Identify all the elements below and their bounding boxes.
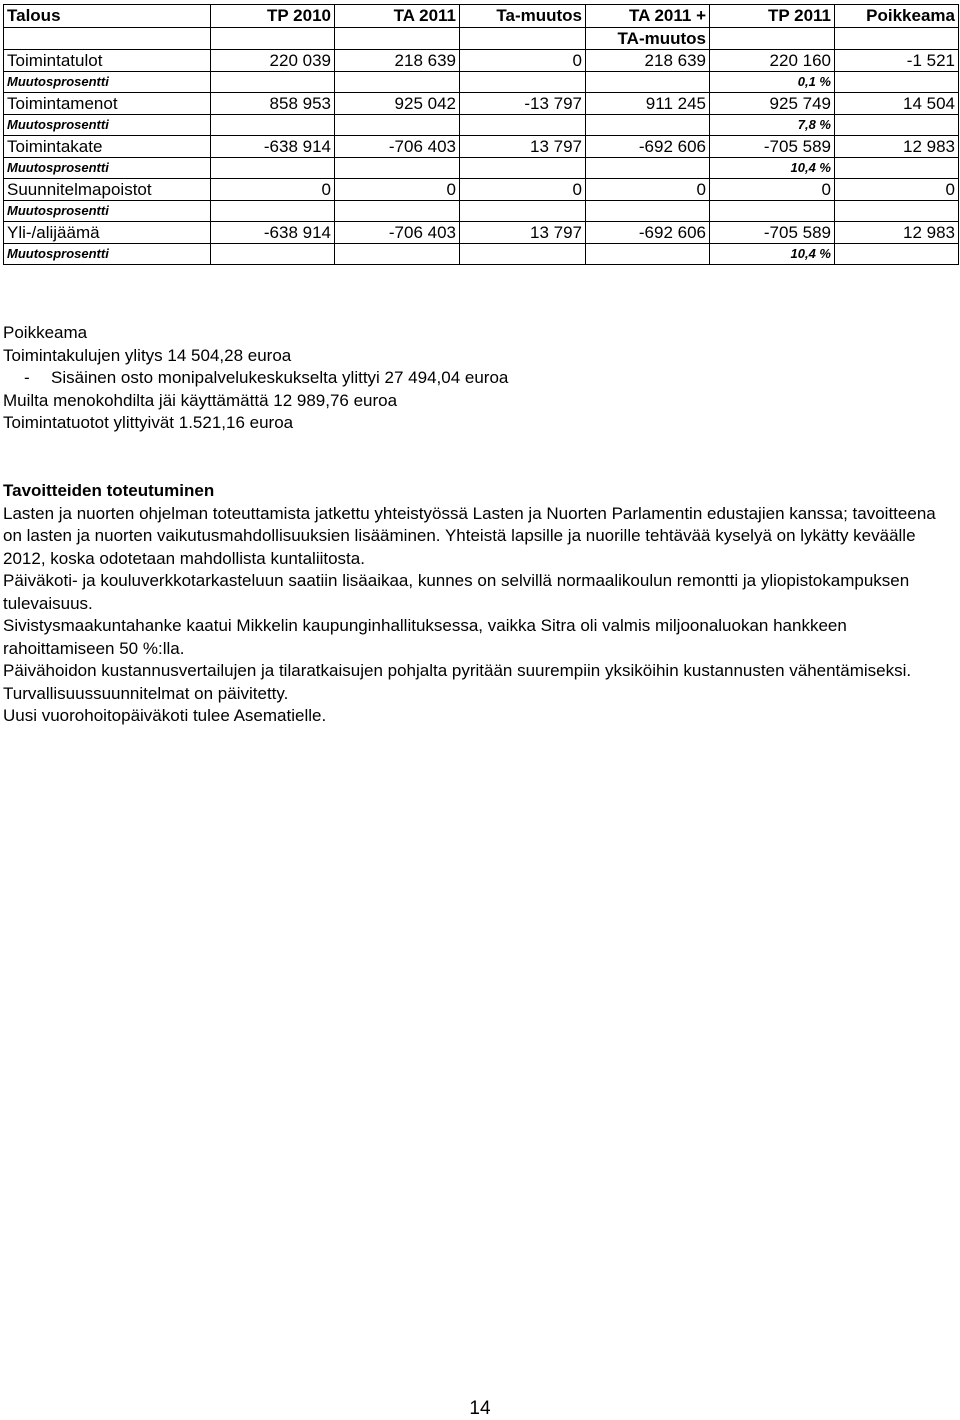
table-row-muutosprosentti — [4, 72, 959, 93]
cell-ta2011 — [335, 72, 460, 93]
poikkeama-line-1: Toimintakulujen ylitys 14 504,28 euroa — [3, 345, 292, 365]
header-poikkeama: Poikkeama — [835, 5, 959, 28]
header-tp2011: TP 2011 — [710, 5, 835, 28]
cell-tamuutos — [460, 115, 586, 136]
cell-ta2011plus — [586, 244, 710, 265]
header-ta-muutos: Ta-muutos — [460, 5, 586, 28]
table-header-row-2 — [4, 28, 959, 50]
cell-tp2010: 220 039 — [211, 50, 335, 72]
tavoitteet-paragraph: Uusi vuorohoitopäiväkoti tulee Asematielle. — [3, 706, 327, 725]
cell-tamuutos — [460, 72, 586, 93]
cell-poikkeama — [835, 72, 959, 93]
table-row-muutosprosentti — [4, 115, 959, 136]
cell-ta2011plus — [586, 115, 710, 136]
cell-poikkeama: 12 983 — [835, 222, 959, 244]
cell-tamuutos: 0 — [460, 50, 586, 72]
cell-ta2011 — [335, 201, 460, 222]
cell-ta2011plus: 0 — [586, 179, 710, 201]
cell-tp2011: -705 589 — [710, 136, 835, 158]
cell-poikkeama — [835, 244, 959, 265]
cell-tp2011 — [710, 201, 835, 222]
tavoitteet-paragraph: Päivähoidon kustannusvertailujen ja tilaratkaisujen pohjalta pyritään suurempiin yksiköihin kustannusten vähentämiseksi. — [3, 661, 912, 680]
cell-ta2011plus: 911 245 — [586, 93, 710, 115]
tavoitteet-heading: Tavoitteiden toteutuminen — [3, 481, 215, 500]
row-label: Suunnitelmapoistot — [4, 179, 211, 201]
cell-ta2011: 0 — [335, 179, 460, 201]
cell-tp2011: 0,1 % — [710, 72, 835, 93]
cell-tp2011: -705 589 — [710, 222, 835, 244]
cell-tp2011: 7,8 % — [710, 115, 835, 136]
row-label: Muutosprosentti — [4, 158, 211, 179]
cell-poikkeama — [835, 201, 959, 222]
row-label: Toimintakate — [4, 136, 211, 158]
table-row-muutosprosentti — [4, 158, 959, 179]
cell-ta2011plus — [586, 158, 710, 179]
table-row-muutosprosentti — [4, 244, 959, 265]
poikkeama-bullet — [3, 367, 953, 390]
cell-ta2011plus — [586, 72, 710, 93]
page-number: 14 — [469, 1398, 491, 1419]
table-row — [4, 50, 959, 72]
cell-tp2010 — [211, 158, 335, 179]
cell-ta2011: 218 639 — [335, 50, 460, 72]
row-label: Muutosprosentti — [4, 115, 211, 136]
cell-ta2011: -706 403 — [335, 136, 460, 158]
header-ta2011: TA 2011 — [335, 5, 460, 28]
row-label: Muutosprosentti — [4, 201, 211, 222]
row-label: Yli-/alijäämä — [4, 222, 211, 244]
cell-tp2010: -638 914 — [211, 222, 335, 244]
cell-tp2010 — [211, 201, 335, 222]
talous-table — [3, 4, 959, 265]
cell-ta2011plus: 218 639 — [586, 50, 710, 72]
cell-poikkeama: -1 521 — [835, 50, 959, 72]
cell-ta2011plus: -692 606 — [586, 136, 710, 158]
header-ta2011-plus: TA 2011 + — [586, 5, 710, 28]
cell-tp2010: 0 — [211, 179, 335, 201]
tavoitteet-section — [3, 480, 953, 728]
bullet-text: Sisäinen osto monipalvelukeskukselta ylittyi 27 494,04 euroa — [51, 368, 509, 387]
cell-tp2011: 0 — [710, 179, 835, 201]
cell-poikkeama: 0 — [835, 179, 959, 201]
table-row-muutosprosentti — [4, 201, 959, 222]
cell-tp2010 — [211, 244, 335, 265]
cell-ta2011 — [335, 158, 460, 179]
row-label: Muutosprosentti — [4, 72, 211, 93]
table-row — [4, 179, 959, 201]
cell-tp2011: 220 160 — [710, 50, 835, 72]
cell-ta2011: -706 403 — [335, 222, 460, 244]
cell-poikkeama: 12 983 — [835, 136, 959, 158]
table-header-row — [4, 5, 959, 28]
cell-tp2010: 858 953 — [211, 93, 335, 115]
cell-poikkeama — [835, 158, 959, 179]
cell-tamuutos — [460, 158, 586, 179]
cell-tp2010 — [211, 115, 335, 136]
cell-tamuutos — [460, 244, 586, 265]
header-ta-muutos-line2: TA-muutos — [586, 28, 710, 50]
row-label: Toimintatulot — [4, 50, 211, 72]
cell-ta2011: 925 042 — [335, 93, 460, 115]
row-label: Muutosprosentti — [4, 244, 211, 265]
cell-tp2011: 925 749 — [710, 93, 835, 115]
cell-poikkeama — [835, 115, 959, 136]
poikkeama-line-4: Toimintatuotot ylittyivät 1.521,16 euroa — [3, 413, 294, 432]
header-talous: Talous — [4, 5, 211, 28]
cell-tamuutos: -13 797 — [460, 93, 586, 115]
tavoitteet-paragraph: Lasten ja nuorten ohjelman toteuttamista jatkettu yhteistyössä Lasten ja Nuorten Parlamentin edustajien kanssa; tavoitteena on lasten ja nuorten vaikutusmahdollisuuksien lisääminen. Yhteistä lapsille ja nuorille tehtävää kyselyä on lykätty keväälle 2012, koska odotetaan mahdollista kuntaliitosta. — [3, 503, 936, 568]
header-tp2010: TP 2010 — [211, 5, 335, 28]
poikkeama-title: Poikkeama — [3, 323, 88, 342]
cell-tp2010: -638 914 — [211, 136, 335, 158]
cell-ta2011 — [335, 244, 460, 265]
poikkeama-line-3: Muilta menokohdilta jäi käyttämättä 12 989,76 euroa — [3, 390, 398, 410]
cell-tamuutos: 13 797 — [460, 136, 586, 158]
cell-tamuutos: 0 — [460, 179, 586, 201]
cell-tamuutos — [460, 201, 586, 222]
table-row — [4, 93, 959, 115]
table-row — [4, 136, 959, 158]
table-row — [4, 222, 959, 244]
cell-ta2011 — [335, 115, 460, 136]
cell-poikkeama: 14 504 — [835, 93, 959, 115]
tavoitteet-paragraph: Sivistysmaakuntahanke kaatui Mikkelin kaupunginhallituksessa, vaikka Sitra oli valmis miljoonaluokan hankkeen rahoittamiseen 50 %:lla. — [3, 616, 847, 658]
cell-ta2011plus: -692 606 — [586, 222, 710, 244]
bullet-dash: - — [24, 368, 30, 387]
tavoitteet-paragraph: Turvallisuussuunnitelmat on päivitetty. — [3, 683, 289, 703]
cell-tamuutos: 13 797 — [460, 222, 586, 244]
tavoitteet-paragraph: Päiväkoti- ja kouluverkkotarkasteluun saatiin lisäaikaa, kunnes on selvillä normaalikoulun remontti ja yliopistokampuksen tulevaisuus. — [3, 571, 910, 613]
cell-tp2010 — [211, 72, 335, 93]
row-label: Toimintamenot — [4, 93, 211, 115]
cell-ta2011plus — [586, 201, 710, 222]
cell-tp2011: 10,4 % — [710, 244, 835, 265]
cell-tp2011: 10,4 % — [710, 158, 835, 179]
poikkeama-section — [3, 322, 953, 435]
